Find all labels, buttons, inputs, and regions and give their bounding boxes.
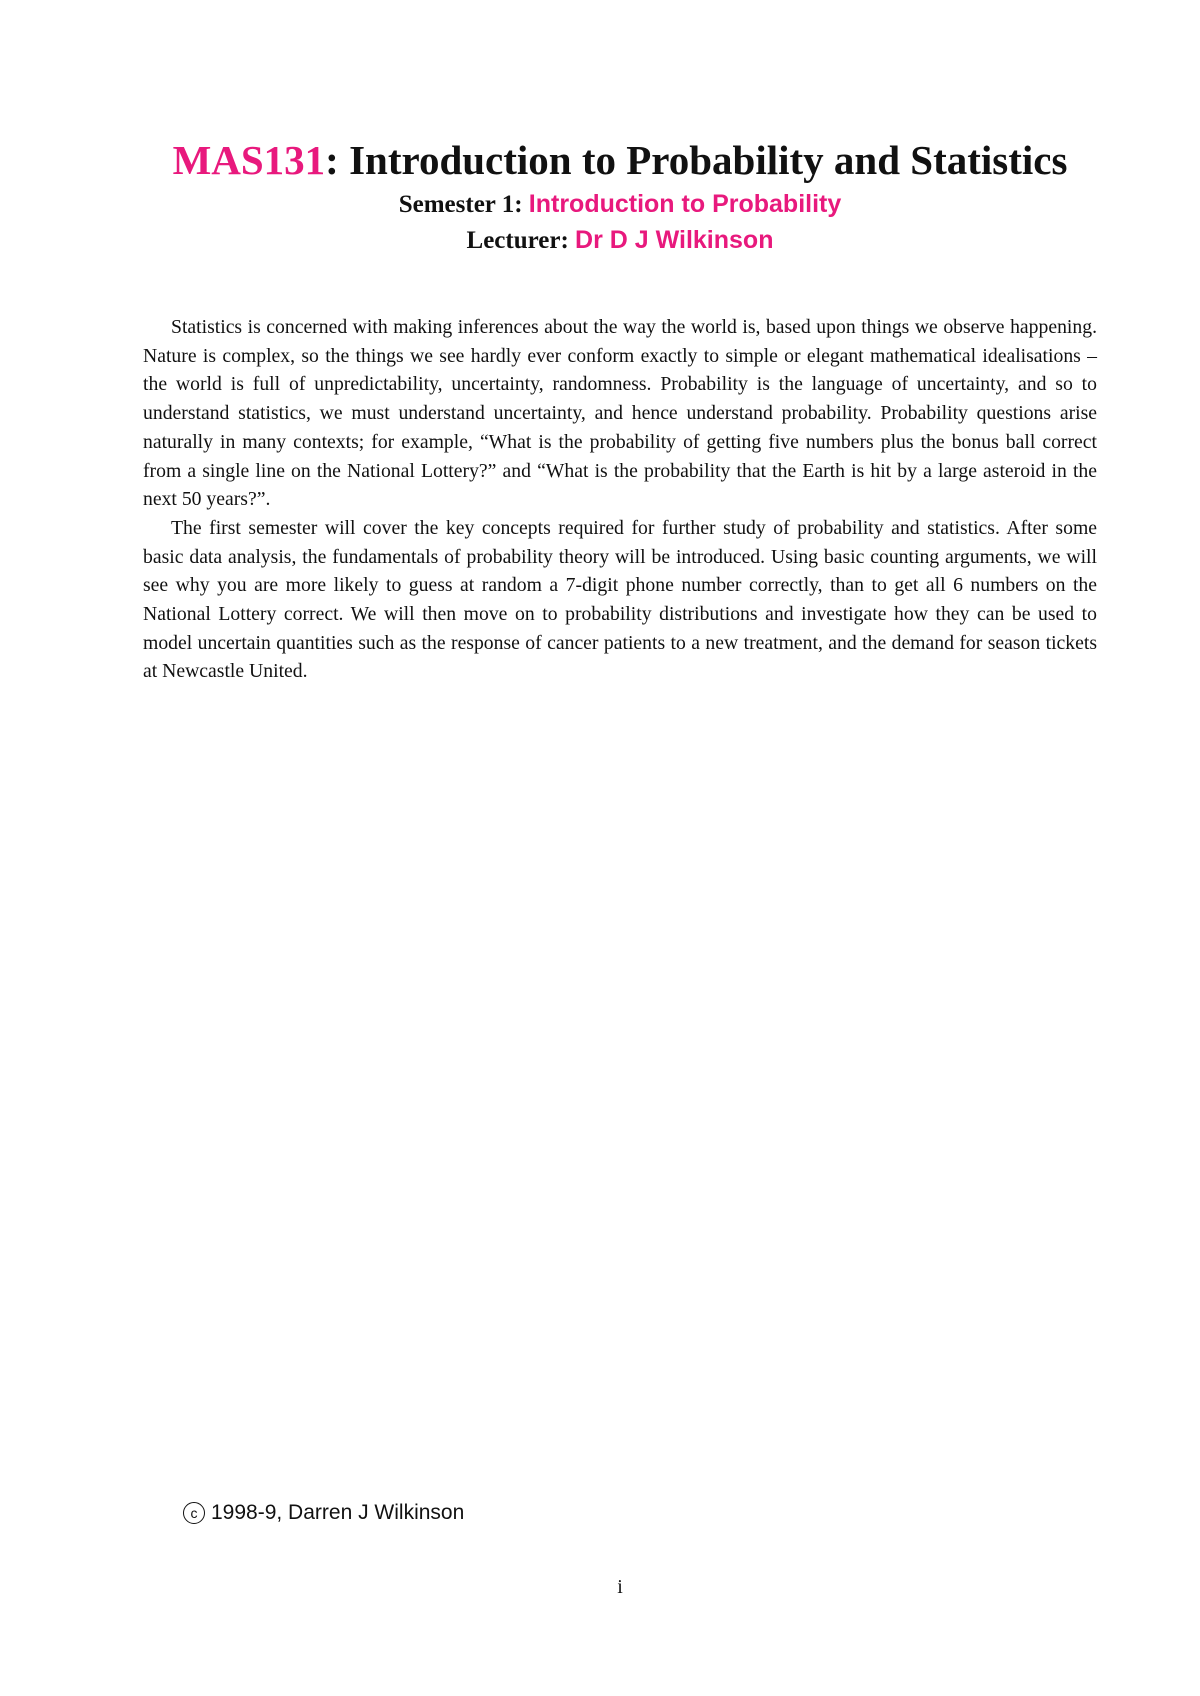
semester-label: Semester 1:	[398, 191, 529, 218]
course-title: : Introduction to Probability and Statistics	[325, 137, 1068, 183]
copyright-icon: c	[183, 1502, 205, 1524]
paragraph-intro: Statistics is concerned with making inferences about the way the world is, based upon things we observe happening. Nature is complex, so the things we see hardly ever conform exactly to simple or elegant mathematical idealisations – the world is full of unpredictability, uncertainty, randomness. Probability is the language of uncertainty, and so to understand statistics, we must understand uncertainty, and hence understand probability. Probability questions arise naturally in many contexts; for example, “What is the probability of getting five numbers plus the bonus ball correct from a single line on the National Lottery?” and “What is the probability that the Earth is hit by a large asteroid in the next 50 years?”.	[143, 316, 1097, 511]
paragraph-semester: The first semester will cover the key concepts required for further study of probability and statistics. After some basic data analysis, the fundamentals of probability theory will be introduced. Using basic counting arguments, we will see why you are more likely to guess at random a 7-digit phone number correctly, than to get all 6 numbers on the National Lottery correct. We will then move on to probability distributions and investigate how they can be used to model uncertain quantities such as the response of cancer patients to a new treatment, and the demand for season tickets at Newcastle United.	[143, 516, 1097, 683]
body-text	[143, 313, 1097, 686]
copyright-notice	[183, 1501, 464, 1525]
page-title	[0, 136, 1200, 185]
lecturer-line	[0, 225, 1200, 256]
course-code: MAS131	[172, 137, 326, 183]
semester-line	[0, 189, 1200, 220]
copyright-text: 1998-9, Darren J Wilkinson	[211, 1501, 465, 1524]
lecturer-label: Lecturer:	[466, 227, 576, 254]
lecturer-value: Dr D J Wilkinson	[575, 226, 774, 254]
semester-value: Introduction to Probability	[528, 190, 842, 218]
page-number: i	[617, 1576, 623, 1598]
